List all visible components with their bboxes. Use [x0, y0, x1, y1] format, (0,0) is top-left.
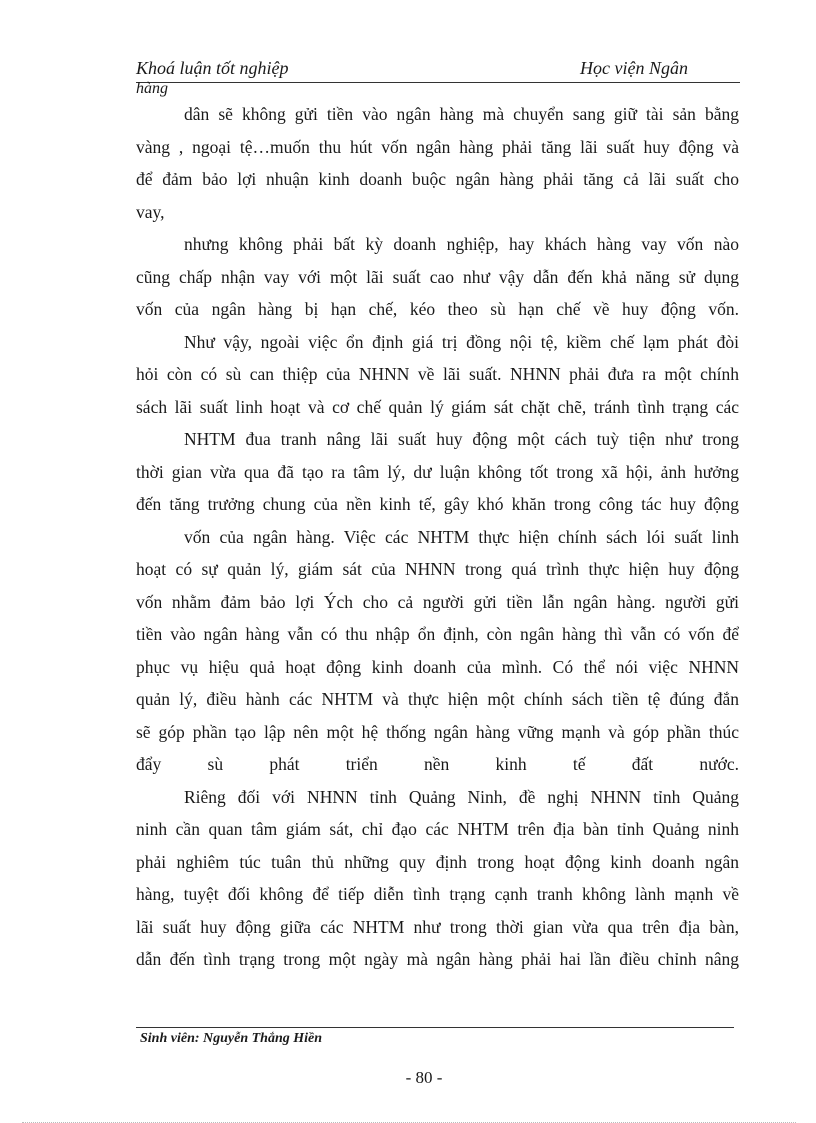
text-line: quản lý, điều hành các NHTM và thực hiện một chính sách tiền tệ đúng đắn	[136, 689, 739, 709]
text-line: thời gian vừa qua đã tạo ra tâm lý, dư luận không tốt trong xã hội, ảnh hưởng	[136, 461, 739, 482]
text-line: lãi suất huy động giữa các NHTM như trong thời gian vừa qua trên địa bàn,	[136, 916, 739, 937]
text-line: vay,	[136, 201, 165, 222]
text-line: vốn của ngân hàng bị hạn chế, kéo theo sù hạn chế về huy động vốn.	[136, 299, 739, 319]
body-text	[136, 98, 739, 976]
text-line: hoạt có sự quản lý, giám sát của NHNN trong quá trình thực hiện huy động	[136, 559, 739, 579]
text-line: tiền vào ngân hàng vẫn có thu nhập ổn định, còn ngân hàng thì vẫn có vốn để	[136, 624, 739, 644]
text-line: để đảm bảo lợi nhuận kinh doanh buộc ngân hàng phải tăng cả lãi suất cho	[136, 169, 739, 189]
text-line: đến tăng trưởng chung của nền kinh tế, gây khó khăn trong công tác huy động	[136, 494, 739, 514]
text-line: dẫn đến tình trạng trong một ngày mà ngân hàng phải hai lần điều chỉnh nâng	[136, 949, 739, 969]
page-number: - 80 -	[405, 1068, 443, 1087]
text-line: sách lãi suất linh hoạt và cơ chế quản lý giám sát chặt chẽ, tránh tình trạng các	[136, 396, 739, 417]
footer-student-name: Sinh viên: Nguyễn Thắng Hiền	[140, 1031, 323, 1046]
text-line: hỏi còn có sù can thiệp của NHNN về lãi suất. NHNN phải đưa ra một chính	[136, 364, 739, 384]
footer-divider	[136, 1027, 734, 1028]
text-line: phục vụ hiệu quả hoạt động kinh doanh của mình. Có thể nói việc NHNN	[136, 656, 739, 677]
text-line: ninh cần quan tâm giám sát, chỉ đạo các NHTM trên địa bàn tỉnh Quảng ninh	[136, 819, 739, 839]
text-line: sẽ góp phần tạo lập nên một hệ thống ngân hàng vững mạnh và góp phần thúc	[136, 721, 739, 742]
text-line: Như vậy, ngoài việc ổn định giá trị đồng nội tệ, kiềm chế lạm phát đòi	[184, 331, 739, 352]
text-line: phải nghiêm túc tuân thủ những quy định trong hoạt động kinh doanh ngân	[136, 851, 739, 872]
text-line: nhưng không phải bất kỳ doanh nghiệp, hay khách hàng vay vốn nào	[184, 234, 739, 254]
text-line: vốn nhằm đảm bảo lợi Ých cho cả người gửi tiền lẫn ngân hàng. người gửi	[136, 591, 739, 612]
text-line: Riêng đối với NHNN tỉnh Quảng Ninh, đề nghị NHNN tỉnh Quảng	[184, 786, 739, 807]
text-line: cũng chấp nhận vay với một lãi suất cao như vậy dẫn đến khả năng sử dụng	[136, 266, 739, 287]
text-line: vốn của ngân hàng. Việc các NHTM thực hiện chính sách lói suất linh	[184, 526, 739, 547]
header-divider	[136, 82, 740, 83]
text-line: hàng, tuyệt đối không để tiếp diễn tình trạng cạnh tranh không lành mạnh về	[136, 884, 739, 904]
text-line: NHTM đua tranh nâng lãi suất huy động một cách tuỳ tiện như trong	[184, 429, 739, 449]
header-thesis-title: Khoá luận tốt nghiệp	[136, 58, 289, 78]
header-institution-overflow: hàng	[136, 80, 168, 97]
page-header	[136, 58, 740, 82]
text-line: đẩy sù phát triển nền kinh tế đất nước.	[136, 754, 739, 774]
header-institution: Học viện Ngân	[580, 58, 688, 78]
text-line: dân sẽ không gửi tiền vào ngân hàng mà chuyển sang giữ tài sản bằng	[184, 104, 739, 124]
text-line: vàng , ngoại tệ…muốn thu hút vốn ngân hàng phải tăng lãi suất huy động và	[136, 136, 739, 157]
